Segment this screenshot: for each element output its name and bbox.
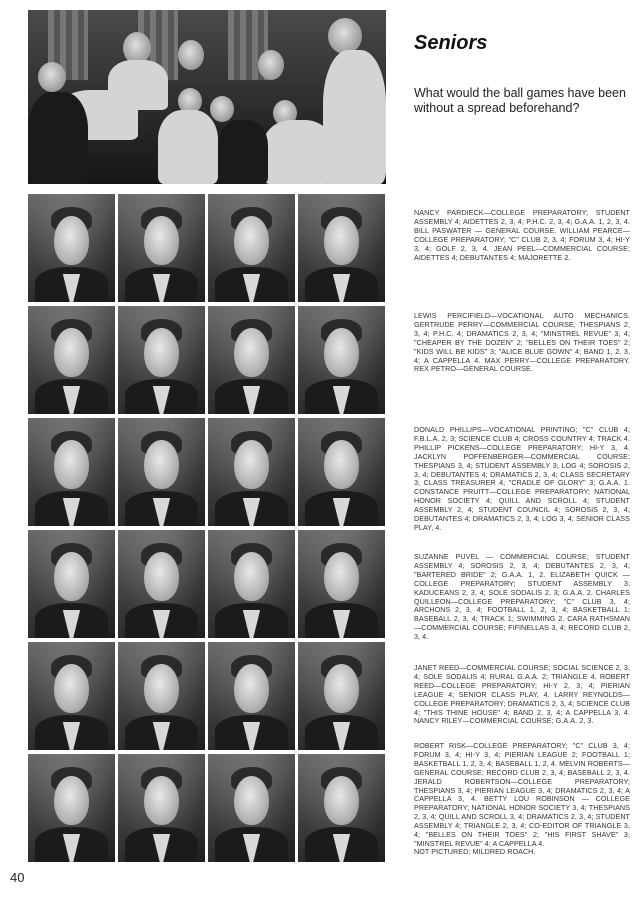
caption-row-3: DONALD PHILLIPS—VOCATIONAL PRINTING; "C" CLUB 4; F.B.L.A. 2, 3; SCIENCE CLUB 4; CROSS COUNTRY 4; TRACK 4. PHILLIP PICKENS—COLLEGE PREPARATORY; HI-Y 3, 4. JACKLYN POFFENBERGER—COMMERCIAL COURSE; THESPIANS 3, 4; STUDENT ASSEMBLY 3; LOG 4; SOROSIS 2, 3, 4; DEBUTANTES 4; DRAMATICS 2, 3, 4; CLASS SECRETARY 3; CLASS TREASURER 4; "CRADLE OF GLORY" 3; G.A.A. 1. CONSTANCE PRUITT—COLLEGE PREPARATORY; NATIONAL HONOR SOCIETY 4; QUILL AND SCROLL 4; STUDENT ASSEMBLY 2, 4; STUDENT COUNCIL 4; SOROSIS 2, 3, 4; DEBUTANTES 4; DRAMATICS 2, 3, 4; LOG 3, 4; SENIOR CLASS PLAY, 4.	[414, 425, 630, 532]
senior-portrait	[298, 530, 385, 638]
page-number: 40	[10, 870, 25, 885]
caption-row-5: JANET REED—COMMERCIAL COURSE; SOCIAL SCIENCE 2, 3, 4; SOLE SODALIS 4; RURAL G.A.A. 2; TRIANGLE 4. ROBERT REED—COLLEGE PREPARATORY; HI-Y 2, 3, 4; PIERIAN LEAGUE 4; SENIOR CLASS PLAY, 4. LARRY REYNOLDS—COLLEGE PREPARATORY; DRAMATICS 2, 3, 4; SCIENCE CLUB 4; "THIS THINE HOUSE" 4; BAND 2, 3, 4; A CAPPELLA 3, 4. NANCY RILEY—COMMERCIAL COURSE; G.A.A. 2, 3.	[414, 663, 630, 726]
caption-row-1: NANCY PARDIECK—COLLEGE PREPARATORY; STUDENT ASSEMBLY 4; AIDETTES 2, 3, 4; P.H.C. 2, 3, 4; G.A.A. 1, 2, 3, 4. BILL PASWATER — GENERAL COURSE. WILLIAM PEARCE—COLLEGE PREPARATORY; "C" CLUB 2, 3, 4; FORUM 3, 4; HI-Y 3, 4; GOLF 2, 3, 4. JEAN PEEL—COMMERCIAL COURSE; AIDETTES 4; DEBUTANTES 4; MAJORETTE 2.	[414, 208, 630, 262]
senior-portrait	[118, 642, 205, 750]
group-photo	[28, 10, 386, 184]
caption-row-4: SUZANNE PUVEL — COMMERCIAL COURSE; STUDENT ASSEMBLY 4; SOROSIS 2, 3, 4; DEBUTANTES 2, 3, 4; "BARTERED BRIDE" 2; G.A.A. 1, 2. ELIZABETH QUICK — COLLEGE PREPARATORY; STUDENT ASSEMBLY 3; KADUCEANS 2, 3, 4; SOLE SODALIS 2, 3; G.A.A. 2. CHARLES QUILLEON—COLLEGE PREPARATORY; "C" CLUB 3, 4; ARCHONS 2, 3, 4; FOOTBALL 1, 2, 3, 4; BASKETBALL 1; BASEBALL 2, 3, 4; TRACK 1; SWIMMING 2. CARA RATHSMAN—COMMERCIAL COURSE; FIFINELLAS 3, 4; RECORD CLUB 2, 3, 4.	[414, 552, 630, 642]
senior-portrait	[118, 306, 205, 414]
senior-portrait	[298, 194, 385, 302]
senior-portrait	[28, 530, 115, 638]
senior-portrait	[208, 418, 295, 526]
senior-portrait	[208, 306, 295, 414]
senior-portrait	[28, 642, 115, 750]
senior-portrait	[208, 194, 295, 302]
senior-portrait	[118, 530, 205, 638]
senior-portrait	[118, 194, 205, 302]
not-pictured: NOT PICTURED: MILDRED ROACH.	[414, 847, 536, 856]
senior-portrait	[28, 194, 115, 302]
senior-portrait	[118, 754, 205, 862]
senior-portrait	[208, 754, 295, 862]
senior-portrait	[28, 306, 115, 414]
senior-portrait	[208, 642, 295, 750]
senior-portrait	[298, 306, 385, 414]
section-title: Seniors	[414, 32, 488, 54]
tagline: What would the ball games have been without a spread beforehand?	[414, 86, 626, 115]
senior-portrait	[298, 754, 385, 862]
senior-portrait	[298, 642, 385, 750]
senior-portrait	[28, 418, 115, 526]
caption-row-2: LEWIS PERCIFIELD—VOCATIONAL AUTO MECHANICS. GERTRUDE PERRY—COMMERCIAL COURSE; THESPIANS 2, 3, 4; P.H.C. 4; DRAMATICS 2, 3, 4; "MINSTREL REVUE" 3, 4; "CHEAPER BY THE DOZEN" 2; "BELLES ON THEIR TOES" 2; "KIDS WILL BE KIDS" 3; "ALICE BLUE GOWN" 4; BAND 1, 2, 3, 4; A CAPPELLA 4. MAX PERRY—COLLEGE PREPARATORY. REX PETRO—GENERAL COURSE.	[414, 311, 630, 374]
senior-portrait	[28, 754, 115, 862]
senior-portrait	[208, 530, 295, 638]
senior-portrait	[118, 418, 205, 526]
caption-row-6: ROBERT RISK—COLLEGE PREPARATORY; "C" CLUB 3, 4; FORUM 3, 4; HI-Y 3, 4; PIERIAN LEAGUE 2; FOOTBALL 1; BASKETBALL 1, 2, 3, 4; BASEBALL 1, 2, 4. MELVIN ROBERTS—GENERAL COURSE; RECORD CLUB 2, 3, 4; BASEBALL 2, 3, 4. JERALD ROBERTSON—COLLEGE PREPARATORY; THESPIANS 3, 4; PIERIAN LEAGUE 3, 4; DRAMATICS 2, 3, 4; A CAPPELLA 3, 4. BETTY LOU ROBINSON — COLLEGE PREPARATORY; NATIONAL HONOR SOCIETY 3, 4; THESPIANS 2, 3, 4; QUILL AND SCROLL 3, 4; DRAMATICS 2, 3, 4; STUDENT ASSEMBLY 4; TRIANGLE 2, 3, 4; CO-EDITOR OF TRIANGLE 3, 4; "BELLES ON THEIR TOES" 2; "HIS FIRST SHAVE" 3; "MINSTREL REVUE" 4; A CAPPELLA 4.	[414, 741, 630, 848]
senior-portrait	[298, 418, 385, 526]
